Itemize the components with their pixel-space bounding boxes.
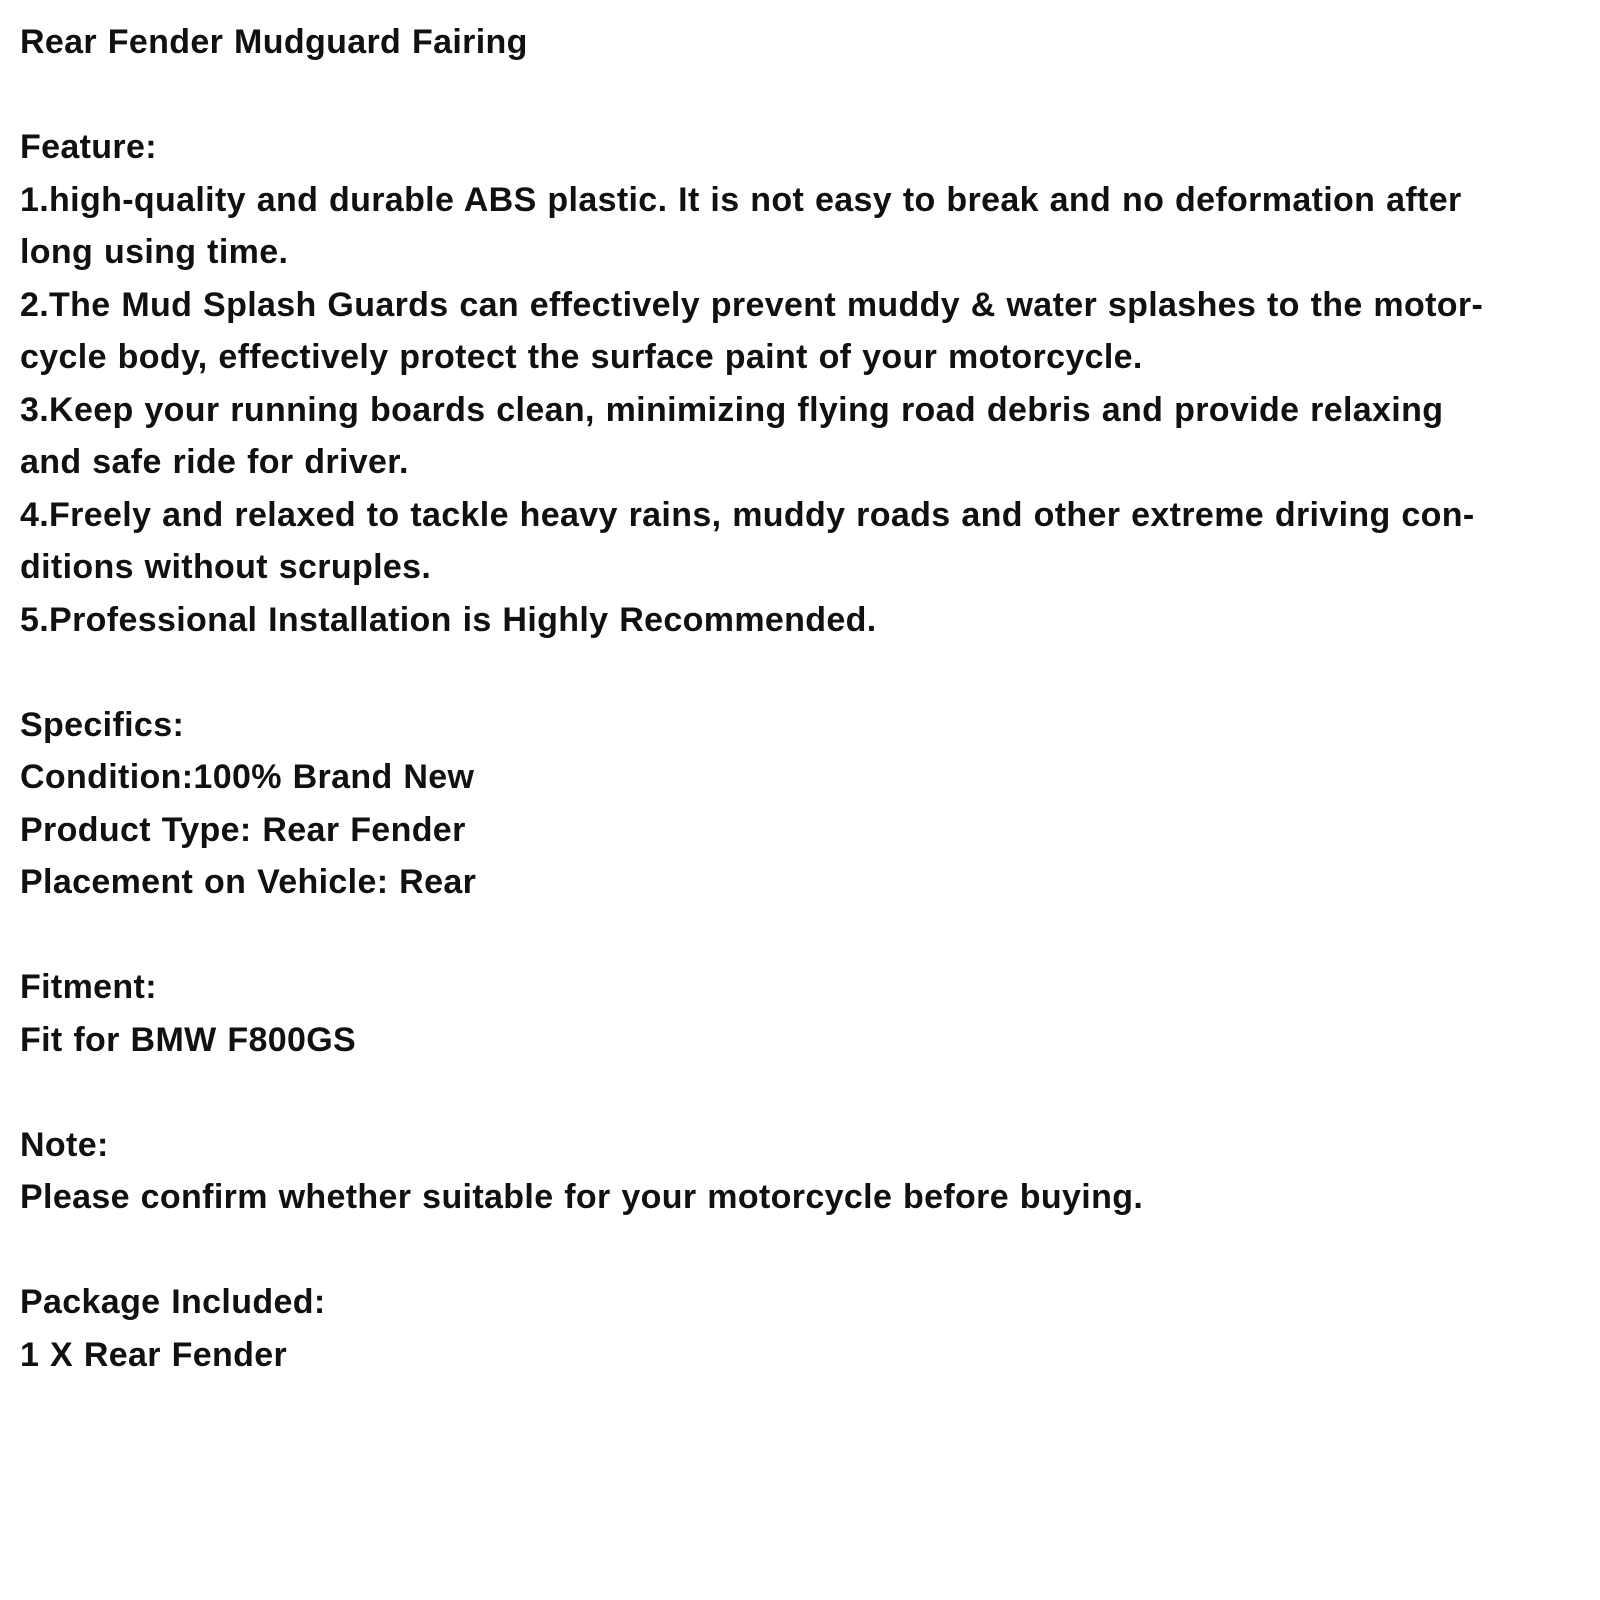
spacer <box>20 1066 1580 1119</box>
feature-line: 5.Professional Installation is Highly Recommended. <box>20 600 877 639</box>
spacer <box>20 909 1580 962</box>
spacer <box>20 646 1580 699</box>
feature-line: and safe ride for driver. <box>20 443 409 481</box>
spec-product-type: Product Type: Rear Fender <box>20 810 466 849</box>
spec-placement: Placement on Vehicle: Rear <box>20 863 477 901</box>
feature-line: 3.Keep your running boards clean, minimizing flying road debris and provide relaxing <box>20 390 1444 429</box>
product-description <box>20 16 1580 1381</box>
feature-line: cycle body, effectively protect the surface paint of your motorcycle. <box>20 338 1143 376</box>
feature-line: 1.high-quality and durable ABS plastic. It is not easy to break and no deformation after <box>20 180 1462 219</box>
page-title: Rear Fender Mudguard Fairing <box>20 23 528 61</box>
feature-line: 2.The Mud Splash Guards can effectively prevent muddy & water splashes to the motor- <box>20 285 1484 324</box>
fitment-heading: Fitment: <box>20 968 157 1006</box>
spacer <box>20 1224 1580 1277</box>
fitment-text: Fit for BMW F800GS <box>20 1020 357 1059</box>
package-text: 1 X Rear Fender <box>20 1335 288 1374</box>
package-heading: Package Included: <box>20 1283 326 1321</box>
specifics-heading: Specifics: <box>20 705 185 744</box>
note-heading: Note: <box>20 1125 109 1164</box>
spacer <box>20 69 1580 122</box>
spec-condition: Condition:100% Brand New <box>20 758 475 796</box>
feature-line: 4.Freely and relaxed to tackle heavy rains, muddy roads and other extreme driving con- <box>20 495 1475 534</box>
feature-heading: Feature: <box>20 128 157 166</box>
note-text: Please confirm whether suitable for your motorcycle before buying. <box>20 1178 1144 1216</box>
feature-line: ditions without scruples. <box>20 548 432 586</box>
feature-line: long using time. <box>20 233 289 271</box>
